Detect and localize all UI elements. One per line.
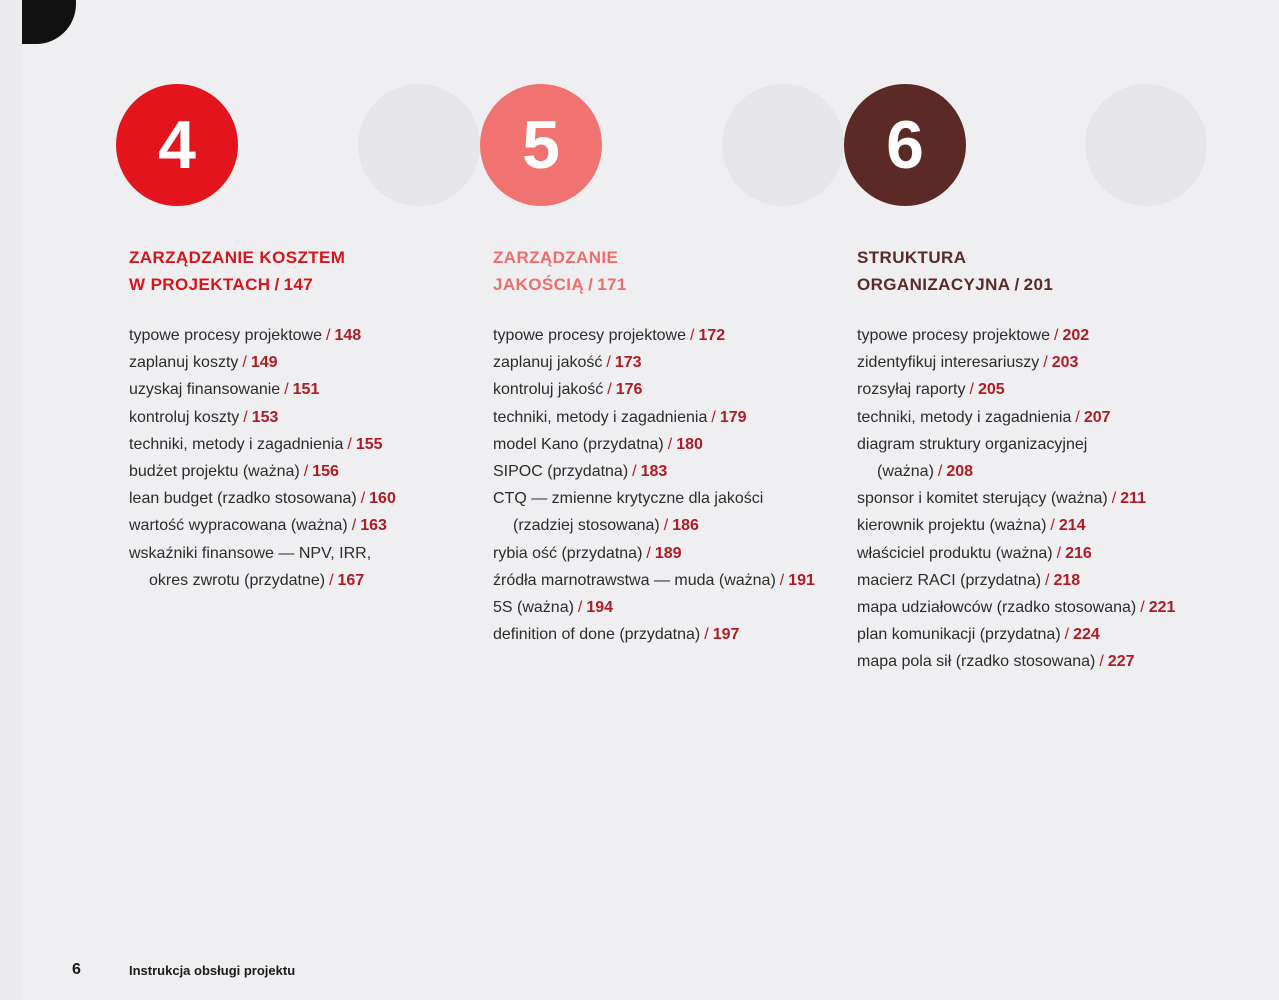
toc-entry-text: plan komunikacji (przydatna) <box>857 626 1061 644</box>
toc-entry[interactable] <box>129 485 456 512</box>
toc-entry-page: 173 <box>614 354 642 372</box>
toc-entry[interactable] <box>129 431 456 458</box>
entry-separator: / <box>1050 517 1055 535</box>
toc-entry[interactable] <box>129 512 456 539</box>
entry-separator: / <box>667 435 673 453</box>
entry-separator: / <box>606 354 611 372</box>
toc-entry[interactable] <box>493 322 820 349</box>
toc-entry[interactable] <box>493 621 820 648</box>
toc-entry[interactable] <box>129 458 456 485</box>
chapter-page: 147 <box>283 275 314 294</box>
toc-entry[interactable] <box>857 404 1184 431</box>
toc-entry-page: 155 <box>355 435 383 453</box>
entry-separator: / <box>351 517 357 535</box>
toc-entry-page: 172 <box>698 327 726 344</box>
toc-entry-text: uzyskaj finansowanie <box>129 381 281 399</box>
toc-entry-page: 194 <box>586 599 614 617</box>
toc-entry-text: macierz RACI (przydatna) <box>857 571 1042 589</box>
toc-entry-text: zaplanuj koszty <box>129 354 239 372</box>
entry-separator: / <box>1140 599 1145 617</box>
entry-separator: / <box>1111 490 1117 508</box>
toc-entry-page: 163 <box>360 517 387 535</box>
toc-entry-text: SIPOC (przydatna) <box>493 463 629 481</box>
toc-entry-page: 207 <box>1083 408 1111 426</box>
toc-entry-page: 191 <box>788 571 815 589</box>
chapter-heading-line: JAKOŚCIĄ <box>493 275 585 294</box>
toc-entry-page: 202 <box>1062 327 1090 344</box>
toc-entry-page: 176 <box>615 381 643 399</box>
toc-entry[interactable] <box>129 376 456 403</box>
entry-separator: / <box>779 571 785 589</box>
toc-entry-list <box>844 322 1184 676</box>
entry-separator: / <box>969 381 974 399</box>
toc-entry[interactable] <box>493 594 820 621</box>
toc-entry-page: 156 <box>312 463 339 481</box>
toc-entry-text: techniki, metody i zagadnienia <box>129 435 344 453</box>
toc-entry-text: rozsyłaj raporty <box>857 381 966 399</box>
footer-page-number: 6 <box>72 961 81 978</box>
chapter-heading-line: ORGANIZACYJNA <box>857 275 1011 294</box>
entry-separator: / <box>303 463 309 481</box>
entry-separator: / <box>937 463 943 481</box>
toc-entry[interactable] <box>129 404 456 431</box>
chapter-heading-line: W PROJEKTACH <box>129 275 271 294</box>
toc-entry[interactable] <box>857 621 1184 648</box>
toc-entry-text: lean budget (rzadko stosowana) <box>129 490 357 508</box>
toc-entry-page: 205 <box>977 381 1005 399</box>
entry-separator: / <box>243 408 248 426</box>
toc-entry[interactable] <box>493 540 820 567</box>
toc-entry-text: kontroluj koszty <box>129 408 240 426</box>
toc-entry[interactable] <box>493 404 820 431</box>
toc-entry-page: 208 <box>946 463 974 481</box>
toc-entry[interactable] <box>857 431 1184 485</box>
toc-entry[interactable] <box>857 594 1184 621</box>
toc-column-4 <box>116 84 456 594</box>
toc-entry[interactable] <box>129 322 456 349</box>
entry-separator: / <box>577 599 583 617</box>
toc-entry-continuation: okres zwrotu (przydatne) <box>149 571 326 589</box>
toc-entry-text: 5S (ważna) <box>493 599 574 617</box>
toc-entry-page: 224 <box>1073 626 1100 644</box>
toc-entry-text: typowe procesy projektowe <box>129 327 322 344</box>
toc-entry-page: 227 <box>1107 653 1135 671</box>
toc-entry-page: 218 <box>1053 571 1081 589</box>
toc-entry-page: 197 <box>712 626 740 644</box>
entry-separator: / <box>360 490 366 508</box>
toc-entry-text: typowe procesy projektowe <box>493 327 686 344</box>
heading-separator: / <box>588 275 594 294</box>
chapter-heading <box>480 244 820 298</box>
toc-entry-text: zidentyfikuj interesariuszy <box>857 354 1040 372</box>
toc-entry-list <box>116 322 456 594</box>
toc-entry-text: kierownik projektu (ważna) <box>857 517 1047 535</box>
chapter-heading <box>844 244 1184 298</box>
chapter-page: 201 <box>1023 275 1054 294</box>
toc-entry-text: mapa udziałowców (rzadko stosowana) <box>857 599 1137 617</box>
entry-separator: / <box>325 327 331 344</box>
toc-entry-page: 153 <box>251 408 279 426</box>
toc-entry-text: CTQ — zmienne krytyczne dla jakości <box>493 490 764 508</box>
chapter-heading-line: ZARZĄDZANIE KOSZTEM <box>129 248 346 267</box>
entry-separator: / <box>1056 544 1062 562</box>
toc-entry[interactable] <box>493 431 820 458</box>
toc-entry-text: sponsor i komitet sterujący (ważna) <box>857 490 1108 508</box>
toc-entry[interactable] <box>493 349 820 376</box>
toc-entry[interactable] <box>493 567 820 594</box>
toc-entry[interactable] <box>493 485 820 539</box>
chapter-heading-line: ZARZĄDZANIE <box>493 248 619 267</box>
toc-entry-text: definition of done (przydatna) <box>493 626 701 644</box>
toc-entry-page: 179 <box>719 408 747 426</box>
toc-entry[interactable] <box>857 540 1184 567</box>
toc-entry-text: model Kano (przydatna) <box>493 435 664 453</box>
toc-entry-text: techniki, metody i zagadnienia <box>493 408 708 426</box>
toc-entry-text: budżet projektu (ważna) <box>129 463 300 481</box>
footer-book-title: Instrukcja obsługi projektu <box>129 963 296 978</box>
toc-entry[interactable] <box>857 485 1184 512</box>
toc-entry-page: 211 <box>1120 490 1147 508</box>
toc-entry-text: mapa pola sił (rzadko stosowana) <box>857 653 1096 671</box>
toc-entry-page: 214 <box>1058 517 1086 535</box>
entry-separator: / <box>242 354 247 372</box>
chapter-heading <box>116 244 456 298</box>
entry-separator: / <box>284 381 289 399</box>
entry-separator: / <box>1053 327 1059 344</box>
toc-entry-text: diagram struktury organizacyjnej <box>857 435 1088 453</box>
toc-entry-continuation: (ważna) <box>877 463 934 481</box>
toc-entry-page: 151 <box>292 381 320 399</box>
entry-separator: / <box>704 626 709 644</box>
toc-entry-text: wskaźniki finansowe — NPV, IRR, <box>129 544 372 562</box>
toc-column-5 <box>480 84 820 648</box>
toc-entry-page: 149 <box>250 354 278 372</box>
toc-entry-page: 221 <box>1148 599 1176 617</box>
chapter-heading-line: STRUKTURA <box>857 248 967 267</box>
toc-column-6 <box>844 84 1184 676</box>
heading-separator: / <box>1014 275 1020 294</box>
toc-entry[interactable] <box>857 322 1184 349</box>
toc-entry[interactable] <box>129 540 456 594</box>
entry-separator: / <box>646 544 651 562</box>
entry-separator: / <box>1043 354 1048 372</box>
toc-entry[interactable] <box>857 349 1184 376</box>
toc-entry-text: źródła marnotrawstwa — muda (ważna) <box>493 571 776 589</box>
toc-entry-page: 186 <box>672 517 699 535</box>
toc-entry-page: 167 <box>337 571 365 589</box>
toc-entry-text: wartość wypracowana (ważna) <box>129 517 348 535</box>
toc-entry-text: techniki, metody i zagadnienia <box>857 408 1072 426</box>
toc-entry[interactable] <box>857 567 1184 594</box>
toc-entry-page: 189 <box>654 544 682 562</box>
toc-entry-continuation: (rzadziej stosowana) <box>513 517 660 535</box>
toc-entry-text: właściciel produktu (ważna) <box>857 544 1053 562</box>
entry-separator: / <box>329 571 334 589</box>
entry-separator: / <box>607 381 612 399</box>
toc-entry-page: 160 <box>369 490 396 508</box>
toc-entry-list <box>480 322 820 648</box>
toc-entry-text: kontroluj jakość <box>493 381 604 399</box>
toc-entry-page: 148 <box>334 327 362 344</box>
chapter-number-badge: 4 <box>116 84 238 206</box>
entry-separator: / <box>689 327 695 344</box>
toc-entry[interactable] <box>493 376 820 403</box>
toc-entry-page: 216 <box>1065 544 1092 562</box>
entry-separator: / <box>663 517 669 535</box>
entry-separator: / <box>1099 653 1104 671</box>
entry-separator: / <box>632 463 637 481</box>
entry-separator: / <box>347 435 352 453</box>
chapter-number-badge: 6 <box>844 84 966 206</box>
chapter-page: 171 <box>597 275 627 294</box>
toc-entry-page: 183 <box>640 463 668 481</box>
heading-separator: / <box>274 275 280 294</box>
entry-separator: / <box>1075 408 1080 426</box>
entry-separator: / <box>711 408 716 426</box>
entry-separator: / <box>1045 571 1050 589</box>
toc-entry-text: rybia ość (przydatna) <box>493 544 643 562</box>
toc-entry[interactable] <box>129 349 456 376</box>
toc-entry[interactable] <box>857 376 1184 403</box>
toc-entry-page: 180 <box>676 435 703 453</box>
toc-entry-page: 203 <box>1051 354 1079 372</box>
toc-entry[interactable] <box>857 648 1184 675</box>
chapter-number-badge: 5 <box>480 84 602 206</box>
toc-entry[interactable] <box>857 512 1184 539</box>
toc-entry[interactable] <box>493 458 820 485</box>
toc-entry-text: typowe procesy projektowe <box>857 327 1050 344</box>
entry-separator: / <box>1064 626 1070 644</box>
toc-entry-text: zaplanuj jakość <box>493 354 603 372</box>
